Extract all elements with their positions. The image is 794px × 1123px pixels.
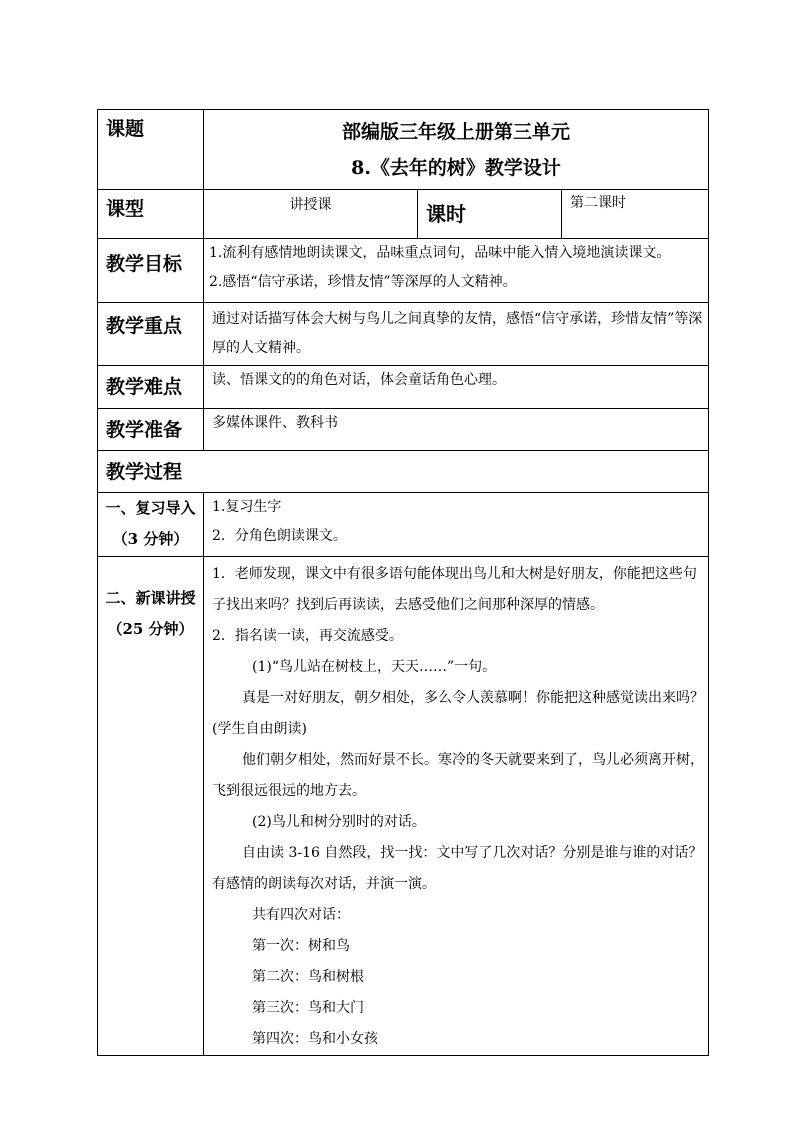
lesson-paragraph: 第四次：鸟和小女孩 (252, 1031, 378, 1047)
new-lesson-content (204, 557, 709, 1056)
objective-item: 1.流利有感情地朗读课文，品味重点词句，品味中能入情入境地演读课文。 (209, 245, 671, 261)
lesson-title (204, 110, 709, 190)
review-row (98, 493, 709, 557)
preparation-row (98, 409, 709, 451)
preparation-label: 教学准备 (98, 409, 204, 451)
lesson-paragraph: 真是一对好朋友，朝夕相处，多么令人羡慕啊！你能把这种感觉读出来吗？(学生自由朗读) (212, 690, 704, 737)
period-label: 课时 (418, 190, 562, 239)
objectives-row (98, 239, 709, 303)
objective-item: 2.感悟“信守承诺，珍惜友情”等深厚的人文精神。 (209, 274, 517, 290)
period-value: 第二课时 (562, 190, 709, 239)
lesson-paragraph: 共有四次对话： (252, 907, 350, 923)
review-label: 一、复习导入 (105, 499, 196, 517)
type-label: 课型 (98, 190, 204, 239)
preparation-text: 多媒体课件、教科书 (204, 409, 709, 451)
lesson-title-line1: 部编版三年级上册第三单元 (342, 121, 571, 143)
difficulties-text: 读、悟课文的的角色对话，体会童话角色心理。 (204, 366, 709, 409)
new-lesson-label-cell (98, 557, 204, 1056)
process-label: 教学过程 (98, 451, 709, 493)
lesson-title-line2: 8.《去年的树》教学设计 (351, 157, 561, 179)
new-lesson-time: （25 分钟） (107, 620, 194, 638)
objectives-label: 教学目标 (98, 239, 204, 303)
topic-label: 课题 (98, 110, 204, 190)
lesson-paragraph: 2．指名读一读，再交流感受。 (212, 628, 403, 644)
review-content (204, 493, 709, 557)
new-lesson-row (98, 557, 709, 1056)
lesson-paragraph: 自由读 3-16 自然段，找一找：文中写了几次对话？分别是谁与谁的对话？有感情的朗读每次对话，并演一演。 (212, 845, 703, 892)
lesson-paragraph: 他们朝夕相处，然而好景不长。寒冷的冬天就要来到了，鸟儿必须离开树，飞到很远很远的地方去。 (212, 752, 704, 799)
lesson-paragraph: 1．老师发现，课文中有很多语句能体现出鸟儿和大树是好朋友，你能把这些句子找出来吗？找到后再读读，去感受他们之间那种深厚的情感。 (212, 566, 697, 613)
new-lesson-label: 二、新课讲授 (105, 589, 196, 607)
review-item: 1.复习生字 (212, 499, 282, 515)
lesson-paragraph: (2)鸟儿和树分别时的对话。 (252, 814, 426, 830)
type-row (98, 190, 709, 239)
review-label-cell (98, 493, 204, 557)
objectives-content (204, 239, 709, 303)
key-points-label: 教学重点 (98, 303, 204, 366)
key-points-text: 通过对话描写体会大树与鸟儿之间真挚的友情，感悟“信守承诺，珍惜友情”等深厚的人文精神。 (204, 303, 709, 366)
review-time: （3 分钟） (112, 530, 189, 548)
lesson-paragraph: 第一次：树和鸟 (252, 938, 350, 954)
difficulties-row (98, 366, 709, 409)
lesson-plan-table (97, 109, 709, 1056)
difficulties-label: 教学难点 (98, 366, 204, 409)
review-item: 2．分角色朗读课文。 (212, 528, 347, 544)
process-row (98, 451, 709, 493)
title-row (98, 110, 709, 190)
lesson-paragraph: (1)“鸟儿站在树枝上，天天……”一句。 (252, 659, 497, 675)
key-points-row (98, 303, 709, 366)
type-value: 讲授课 (204, 190, 418, 239)
lesson-paragraph: 第二次：鸟和树根 (252, 969, 364, 985)
lesson-paragraph: 第三次：鸟和大门 (252, 1000, 364, 1016)
